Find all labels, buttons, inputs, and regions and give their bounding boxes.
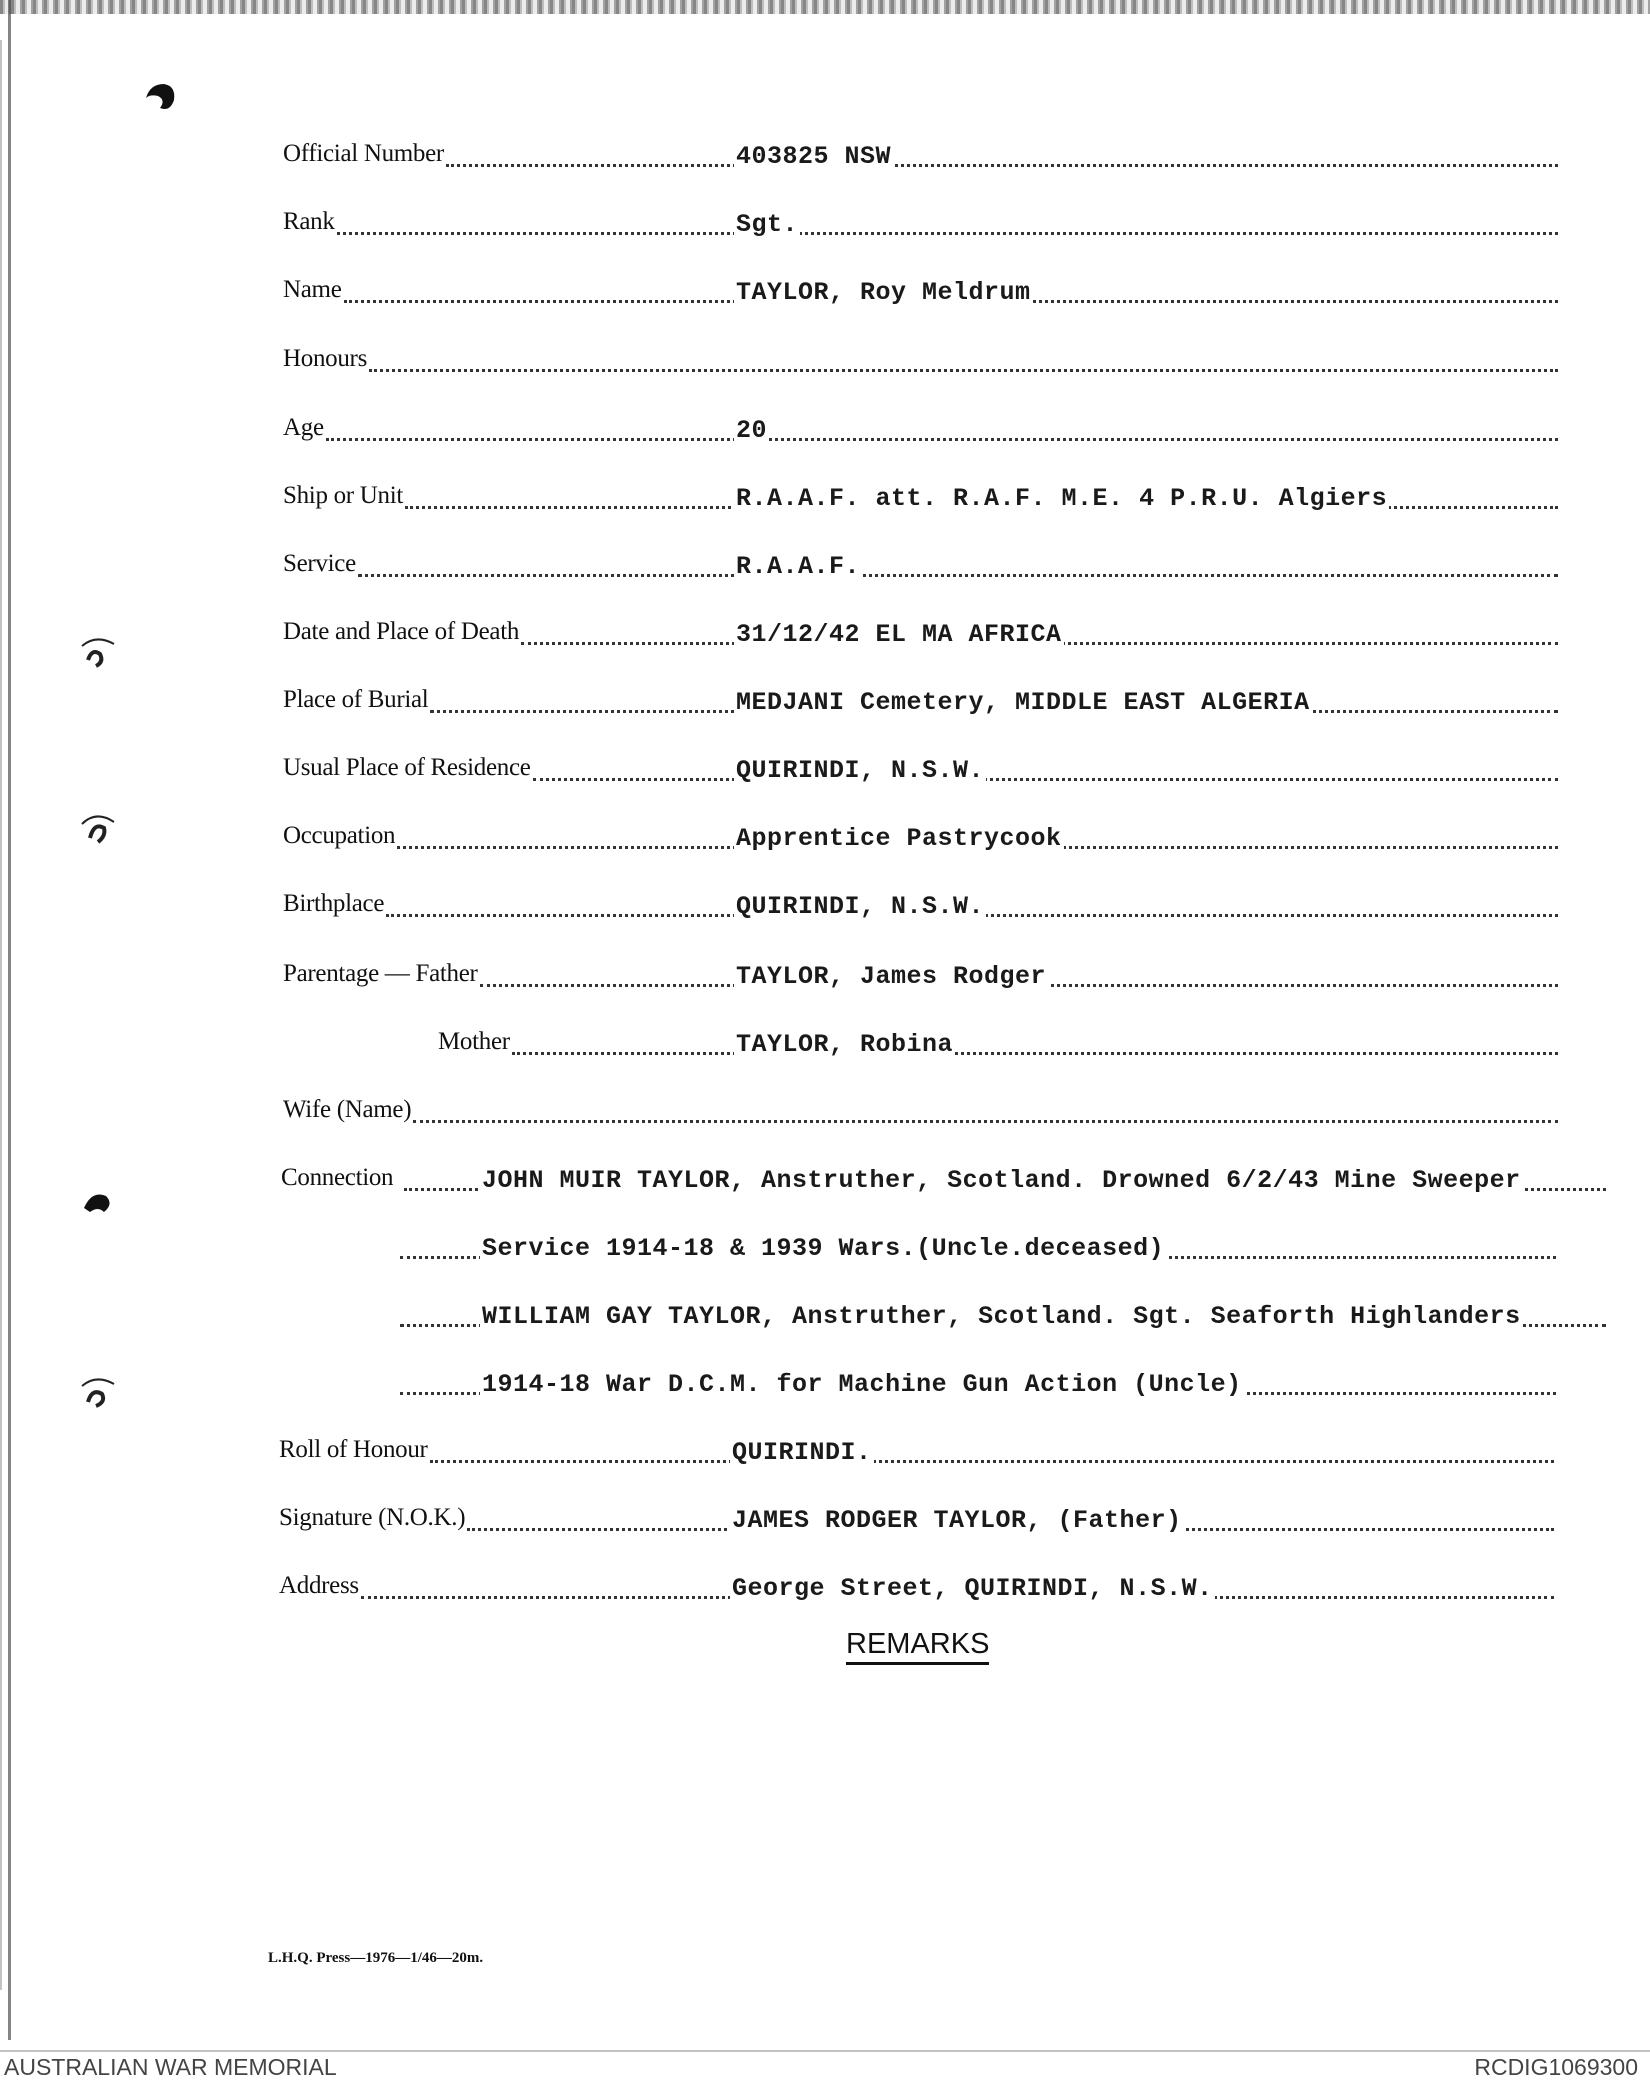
connection-line: WILLIAM GAY TAYLOR, Anstruther, Scotland. Sgt. Seaforth Highlanders [482, 1302, 1521, 1331]
field-label: Name [283, 276, 342, 303]
field-value: George Street, QUIRINDI, N.S.W. [732, 1574, 1213, 1603]
dotted-leader-line [413, 1120, 1558, 1123]
scan-left-edge-shadow [0, 40, 2, 1990]
connection-label: Connection [281, 1164, 394, 1191]
field-value: R.A.A.F. [736, 552, 861, 581]
field-label: Address [279, 1572, 359, 1599]
field-value: TAYLOR, James Rodger [736, 962, 1047, 991]
remarks-heading: REMARKS [846, 1628, 989, 1665]
field-label: Occupation [283, 822, 396, 849]
binder-mark-icon [78, 808, 118, 848]
field-value: TAYLOR, Robina [736, 1030, 954, 1059]
field-value: TAYLOR, Roy Meldrum [736, 278, 1031, 307]
field-value: 403825 NSW [736, 142, 892, 171]
field-value: 31/12/42 EL MA AFRICA [736, 620, 1062, 649]
field-value: MEDJANI Cemetery, MIDDLE EAST ALGERIA [736, 688, 1310, 717]
field-value: Sgt. [736, 210, 799, 239]
archive-footer [0, 2050, 1650, 2082]
footer-institution: AUSTRALIAN WAR MEMORIAL [4, 2054, 337, 2080]
field-label: Official Number [283, 140, 444, 167]
binder-mark-icon [78, 1186, 118, 1226]
dotted-leader-line [326, 438, 1558, 441]
field-value: QUIRINDI. [732, 1438, 872, 1467]
dotted-leader-line [446, 164, 1558, 167]
scan-left-edge [8, 0, 11, 2040]
binder-mark-icon [78, 632, 118, 672]
field-value: JAMES RODGER TAYLOR, (Father) [732, 1506, 1182, 1535]
punch-hole-icon [140, 78, 180, 118]
field-label: Date and Place of Death [283, 618, 520, 645]
binder-mark-icon [78, 1372, 118, 1412]
dotted-leader-line [512, 1052, 1558, 1055]
field-label: Mother [438, 1028, 510, 1055]
connection-line: Service 1914-18 & 1939 Wars.(Uncle.deceased) [482, 1234, 1165, 1263]
dotted-leader-line [358, 574, 1558, 577]
dotted-leader-line [337, 232, 1558, 235]
field-label: Roll of Honour [279, 1436, 428, 1463]
field-label: Ship or Unit [283, 482, 404, 509]
field-value: QUIRINDI, N.S.W. [736, 892, 985, 921]
field-value: QUIRINDI, N.S.W. [736, 756, 985, 785]
footer-record-id: RCDIG1069300 [1474, 2054, 1638, 2080]
field-label: Rank [283, 208, 335, 235]
field-value: R.A.A.F. att. R.A.F. M.E. 4 P.R.U. Algiers [736, 484, 1388, 513]
field-label: Wife (Name) [283, 1096, 412, 1123]
connection-line: JOHN MUIR TAYLOR, Anstruther, Scotland. Drowned 6/2/43 Mine Sweeper [482, 1166, 1521, 1195]
scan-top-edge [0, 0, 1650, 14]
field-label: Honours [283, 345, 368, 372]
field-label: Usual Place of Residence [283, 754, 531, 781]
field-label: Parentage — Father [283, 960, 478, 987]
field-label: Place of Burial [283, 686, 429, 713]
connection-line: 1914-18 War D.C.M. for Machine Gun Action (Uncle) [482, 1370, 1242, 1399]
footer-rule [0, 2050, 1650, 2052]
field-label: Age [283, 414, 324, 441]
field-label: Service [283, 550, 356, 577]
dotted-leader-line [369, 369, 1558, 372]
dotted-leader-line [533, 778, 1558, 781]
dotted-leader-line [430, 1460, 1554, 1463]
field-value: Apprentice Pastrycook [736, 824, 1062, 853]
field-value: 20 [736, 416, 768, 445]
field-label: Birthplace [283, 890, 385, 917]
field-label: Signature (N.O.K.) [279, 1504, 466, 1531]
printer-imprint: L.H.Q. Press—1976—1/46—20m. [268, 1950, 484, 1966]
